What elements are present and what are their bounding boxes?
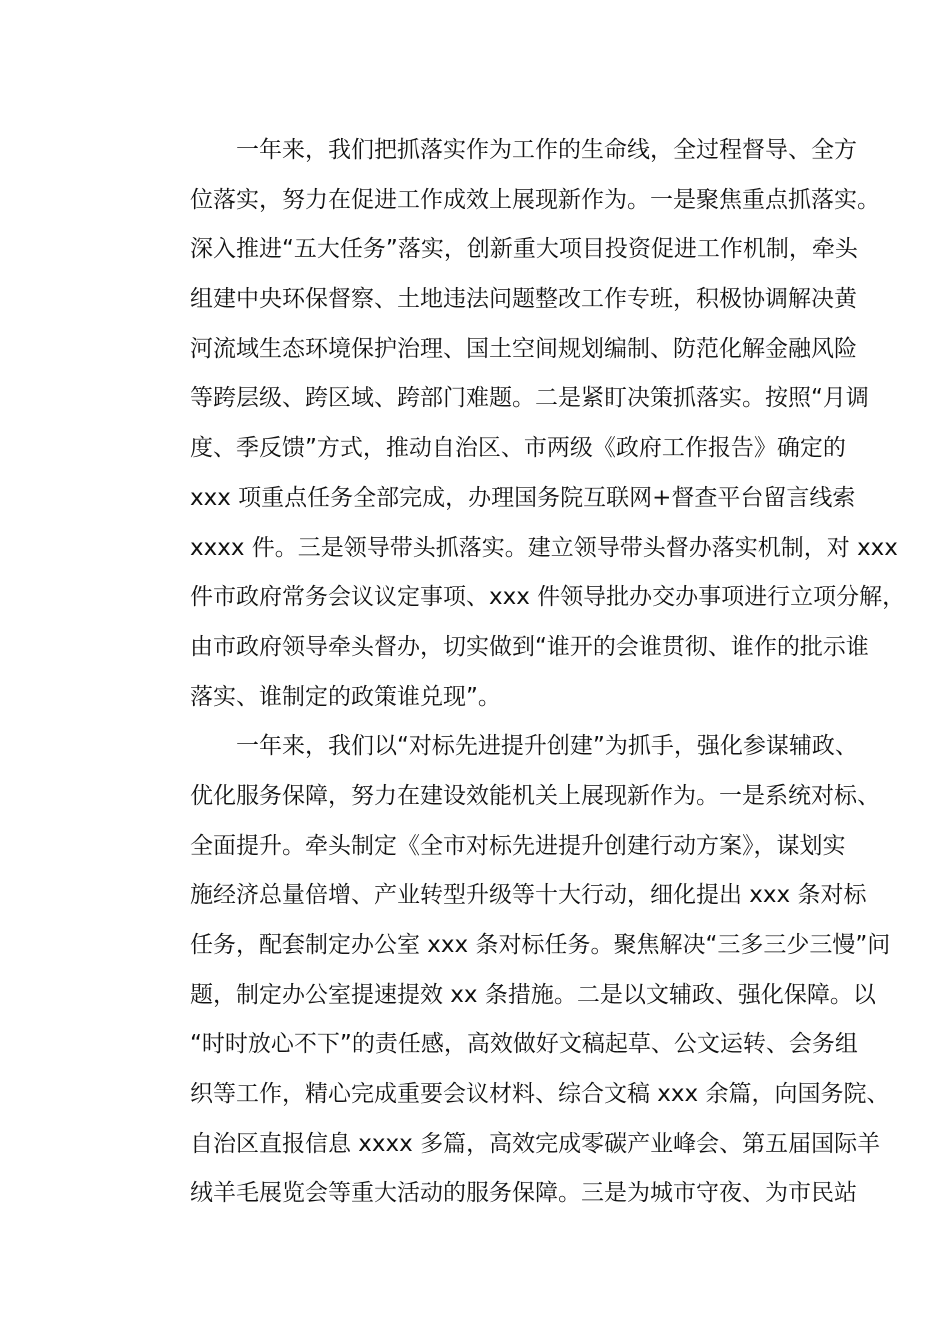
- paragraph-line: xxxx 件。三是领导带头抓落实。建立领导带头督办落实机制，对 xxx: [190, 534, 898, 561]
- paragraph-line: 位落实，努力在促进工作成效上展现新作为。一是聚焦重点抓落实。: [190, 186, 880, 213]
- paragraph-2: [144, 722, 891, 1219]
- paragraph-line: 件市政府常务会议议定事项、xxx 件领导批办交办事项进行立项分解，: [190, 584, 906, 611]
- paragraph-line: 全面提升。牵头制定《全市对标先进提升创建行动方案》，谋划实: [190, 832, 846, 859]
- paragraph-line: 绒羊毛展览会等重大活动的服务保障。三是为城市守夜、为市民站: [190, 1180, 857, 1207]
- paragraph-line: 等跨层级、跨区域、跨部门难题。二是紧盯决策抓落实。按照“月调: [190, 385, 869, 412]
- paragraph-line: 度、季反馈”方式，推动自治区、市两级《政府工作报告》确定的: [190, 435, 846, 462]
- paragraph-line: 落实、谁制定的政策谁兑现”。: [190, 683, 501, 710]
- paragraph-line: 任务，配套制定办公室 xxx 条对标任务。聚焦解决“三多三少三慢”问: [190, 932, 891, 958]
- paragraph-line: 优化服务保障，努力在建设效能机关上展现新作为。一是系统对标、: [190, 782, 880, 809]
- paragraph-line: 组建中央环保督察、土地违法问题整改工作专班，积极协调解决黄: [190, 286, 857, 313]
- paragraph-line: 题，制定办公室提速提效 xx 条措施。二是以文辅政、强化保障。以: [190, 981, 876, 1008]
- paragraph-line: 由市政府领导牵头督办，切实做到“谁开的会谁贯彻、谁作的批示谁: [190, 633, 869, 660]
- paragraph-line: 河流域生态环境保护治理、国土空间规划编制、防范化解金融风险: [190, 335, 857, 362]
- paragraph-line: 深入推进“五大任务”落实，创新重大项目投资促进工作机制，牵头: [190, 236, 858, 263]
- paragraph-1: [144, 126, 906, 722]
- paragraph-line: 自治区直报信息 xxxx 多篇，高效完成零碳产业峰会、第五届国际羊: [190, 1130, 881, 1157]
- paragraph-line: 施经济总量倍增、产业转型升级等十大行动，细化提出 xxx 条对标: [190, 882, 867, 909]
- document-body: [144, 126, 906, 1219]
- paragraph-line: xxx 项重点任务全部完成，办理国务院互联网+督查平台留言线索: [190, 484, 856, 511]
- paragraph-line: 织等工作，精心完成重要会议材料、综合文稿 xxx 余篇，向国务院、: [190, 1081, 890, 1108]
- paragraph-line: 一年来，我们以“对标先进提升创建”为抓手，强化参谋辅政、: [236, 733, 858, 760]
- paragraph-line: “时时放心不下”的责任感，高效做好文稿起草、公文运转、会务组: [190, 1031, 858, 1058]
- paragraph-line: 一年来，我们把抓落实作为工作的生命线，全过程督导、全方: [236, 137, 857, 163]
